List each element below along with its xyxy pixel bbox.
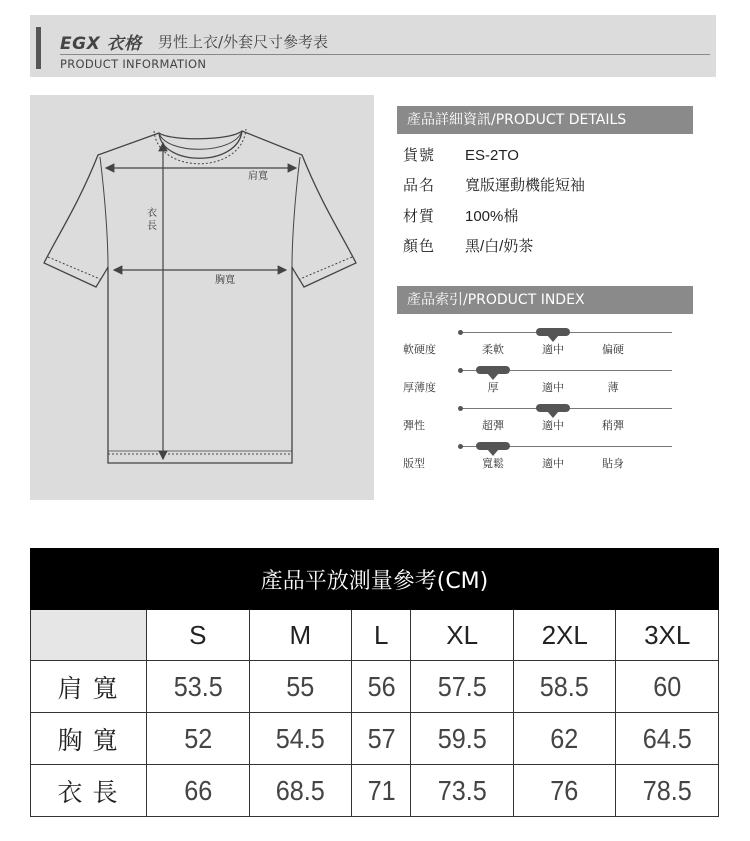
size-header-cell: 3XL bbox=[616, 610, 719, 661]
index-option: 稍彈 bbox=[602, 419, 624, 432]
size-header-blank bbox=[31, 610, 147, 661]
detail-row-color bbox=[403, 235, 533, 256]
row-label: 衣長 bbox=[31, 765, 147, 817]
table-cell: 53.5 bbox=[152, 661, 244, 713]
size-table bbox=[30, 548, 719, 817]
detail-value: 100%棉 bbox=[465, 208, 519, 225]
size-header-cell: XL bbox=[411, 610, 514, 661]
table-cell: 57 bbox=[355, 713, 408, 765]
table-row bbox=[31, 765, 719, 817]
size-header-row bbox=[31, 610, 719, 661]
shoulder-measure-label: 肩寬 bbox=[248, 171, 268, 182]
size-table-caption-row bbox=[31, 549, 719, 610]
size-table-caption: 產品平放測量參考(CM) bbox=[31, 549, 719, 610]
index-option: 厚 bbox=[487, 381, 499, 394]
detail-key: 材質 bbox=[403, 207, 436, 225]
table-cell: 73.5 bbox=[416, 765, 508, 817]
detail-row-name bbox=[403, 174, 585, 195]
index-scale-dot bbox=[458, 368, 463, 373]
index-row-label: 軟硬度 bbox=[403, 343, 436, 356]
index-option: 適中 bbox=[542, 381, 564, 394]
detail-key: 品名 bbox=[403, 176, 436, 194]
row-label: 胸寬 bbox=[31, 713, 147, 765]
size-header-cell: 2XL bbox=[513, 610, 616, 661]
header-divider bbox=[60, 54, 710, 55]
index-scale-dot bbox=[458, 444, 463, 449]
table-row bbox=[31, 661, 719, 713]
index-scale-dot bbox=[458, 406, 463, 411]
table-cell: 57.5 bbox=[416, 661, 508, 713]
brand-logo: EGX 衣格 bbox=[60, 34, 142, 54]
garment-illustration bbox=[30, 95, 374, 500]
index-option: 柔軟 bbox=[482, 343, 504, 356]
page-title: 男性上衣/外套尺寸參考表 bbox=[158, 33, 329, 51]
index-heading: 產品索引/PRODUCT INDEX bbox=[397, 286, 693, 314]
length-measure-label-bottom: 長 bbox=[147, 221, 157, 232]
row-label: 肩寬 bbox=[31, 661, 147, 713]
index-row-label: 彈性 bbox=[403, 419, 425, 432]
details-heading: 產品詳細資訊/PRODUCT DETAILS bbox=[397, 106, 693, 134]
table-row bbox=[31, 713, 719, 765]
index-row bbox=[403, 326, 693, 364]
detail-value: 黑/白/奶茶 bbox=[465, 238, 534, 255]
chest-measure-label: 胸寬 bbox=[215, 275, 235, 286]
index-option: 薄 bbox=[607, 381, 619, 394]
index-scale-dot bbox=[458, 330, 463, 335]
table-cell: 52 bbox=[152, 713, 244, 765]
table-cell: 68.5 bbox=[254, 765, 346, 817]
index-option: 適中 bbox=[542, 419, 564, 432]
size-header-cell: S bbox=[147, 610, 250, 661]
index-option: 適中 bbox=[542, 457, 564, 470]
table-cell: 60 bbox=[621, 661, 713, 713]
header-accent-bar bbox=[36, 27, 41, 69]
table-cell: 56 bbox=[355, 661, 408, 713]
index-row-label: 版型 bbox=[403, 457, 425, 470]
index-row bbox=[403, 440, 693, 478]
table-cell: 71 bbox=[355, 765, 408, 817]
index-row bbox=[403, 364, 693, 402]
page-header bbox=[30, 15, 716, 77]
page-subtitle: PRODUCT INFORMATION bbox=[60, 57, 207, 71]
detail-value: 寬版運動機能短袖 bbox=[465, 177, 586, 194]
table-cell: 55 bbox=[254, 661, 346, 713]
length-measure-label-top: 衣 bbox=[147, 208, 157, 219]
detail-row-material bbox=[403, 205, 518, 226]
detail-row-sku bbox=[403, 144, 519, 165]
table-cell: 64.5 bbox=[621, 713, 713, 765]
table-cell: 78.5 bbox=[621, 765, 713, 817]
size-header-cell: L bbox=[352, 610, 411, 661]
index-option: 適中 bbox=[542, 343, 564, 356]
table-cell: 66 bbox=[152, 765, 244, 817]
index-row bbox=[403, 402, 693, 440]
index-option: 超彈 bbox=[482, 419, 504, 432]
size-header-cell: M bbox=[249, 610, 352, 661]
index-row-label: 厚薄度 bbox=[403, 381, 436, 394]
table-cell: 76 bbox=[519, 765, 611, 817]
index-option: 偏硬 bbox=[602, 343, 624, 356]
table-cell: 62 bbox=[519, 713, 611, 765]
index-option: 寬鬆 bbox=[482, 457, 504, 470]
index-option: 貼身 bbox=[602, 457, 624, 470]
table-cell: 59.5 bbox=[416, 713, 508, 765]
table-cell: 54.5 bbox=[254, 713, 346, 765]
detail-key: 顏色 bbox=[403, 237, 436, 255]
table-cell: 58.5 bbox=[519, 661, 611, 713]
detail-value: ES-2TO bbox=[465, 147, 519, 164]
detail-key: 貨號 bbox=[403, 146, 436, 164]
tshirt-diagram bbox=[30, 95, 374, 500]
